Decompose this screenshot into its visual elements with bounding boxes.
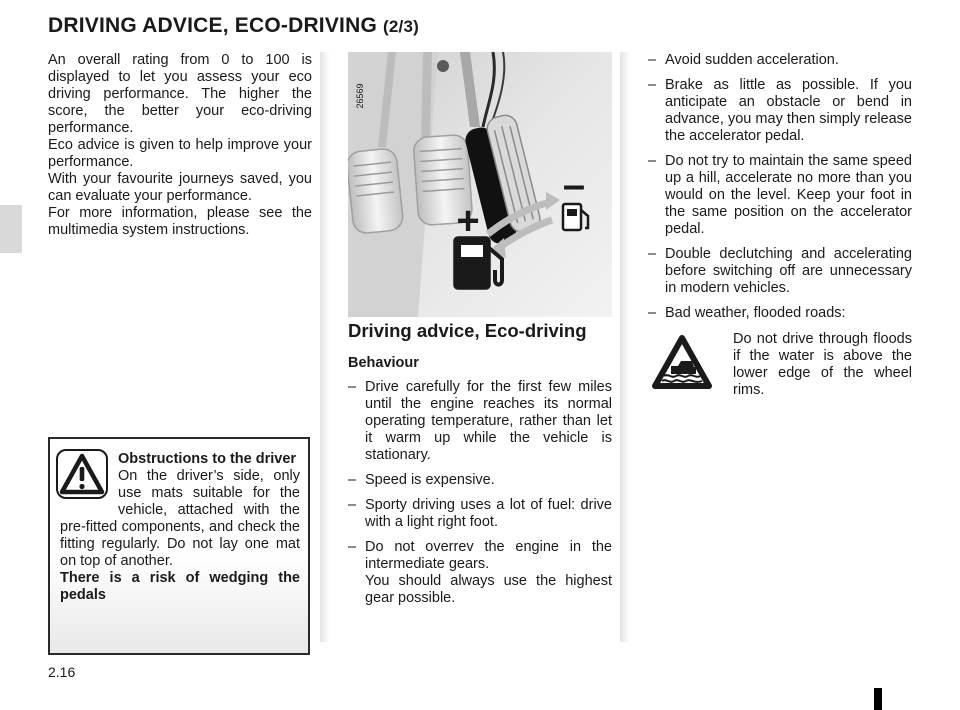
plus-symbol: +	[456, 199, 480, 243]
list-item: – Double declutching and accelerating before switching off are unnecessary in modern vehicles.	[648, 246, 912, 296]
list-item: – Do not try to maintain the same speed up a hill, accelerate no more than you would on the level. Keep your foot in the same position on the accelerator pedal.	[648, 153, 912, 237]
page-title	[48, 14, 419, 38]
pedal-illustration	[348, 52, 612, 317]
list-item: – Speed is expensive.	[348, 472, 495, 488]
behaviour-heading: Behaviour	[348, 355, 419, 371]
warning-text	[60, 451, 300, 604]
page-title-text: DRIVING ADVICE, ECO-DRIVING	[48, 14, 377, 37]
page-part-indicator: (2/3)	[383, 17, 419, 36]
intro-paragraph: For more information, please see the multimedia system instructions.	[48, 205, 312, 238]
column-divider	[320, 52, 330, 642]
list-item: – Drive carefully for the first few miles until the engine reaches its normal operating temperature, rather than let it warm up while the vehicle is stationary.	[348, 379, 612, 463]
list-item: – Avoid sudden acceleration.	[648, 52, 839, 68]
section-title: Driving advice, Eco-driving	[348, 320, 587, 341]
page-number: 2.16	[48, 664, 76, 680]
minus-symbol: –	[562, 163, 586, 207]
intro-paragraph: With your favourite journeys saved, you can evaluate your performance.	[48, 171, 312, 204]
intro-paragraph: Eco advice is given to help improve your performance.	[48, 137, 312, 170]
intro-paragraph: An overall rating from 0 to 100 is displayed to let you assess your eco driving performance. The higher the score, the better your eco-driving performance.	[48, 52, 312, 136]
flood-note: Do not drive through floods if the water is above the lower edge of the wheel rims.	[733, 331, 912, 398]
list-item: – Brake as little as possible. If you anticipate an obstacle or bend in advance, you may then simply release the accelerator pedal.	[648, 77, 912, 144]
advice-list	[648, 52, 912, 330]
warning-box	[48, 437, 310, 655]
warning-emphasis: There is a risk of wedging the pedals	[60, 570, 300, 603]
corner-mark	[874, 688, 882, 710]
figure-reference: 26569	[355, 83, 365, 109]
flooded-road-warning-icon	[652, 334, 712, 390]
chapter-tab	[0, 205, 22, 253]
list-item: – Sporty driving uses a lot of fuel: drive with a light right foot.	[348, 497, 612, 530]
warning-body: On the driver’s side, only use mats suitable for the vehicle, attached with the pre-fitted components, and check the fitting regularly. Do not lay one mat on top of another.	[60, 468, 300, 569]
list-item: – Do not overrev the engine in the intermediate gears. You should always use the highest gear possible.	[348, 539, 612, 606]
column-divider	[620, 52, 630, 642]
intro-text	[48, 52, 312, 239]
warning-title: Obstructions to the driver	[118, 451, 297, 467]
behaviour-list	[348, 379, 612, 615]
list-item: – Bad weather, flooded roads:	[648, 305, 846, 321]
pedal-illustration-graphic	[348, 52, 612, 317]
